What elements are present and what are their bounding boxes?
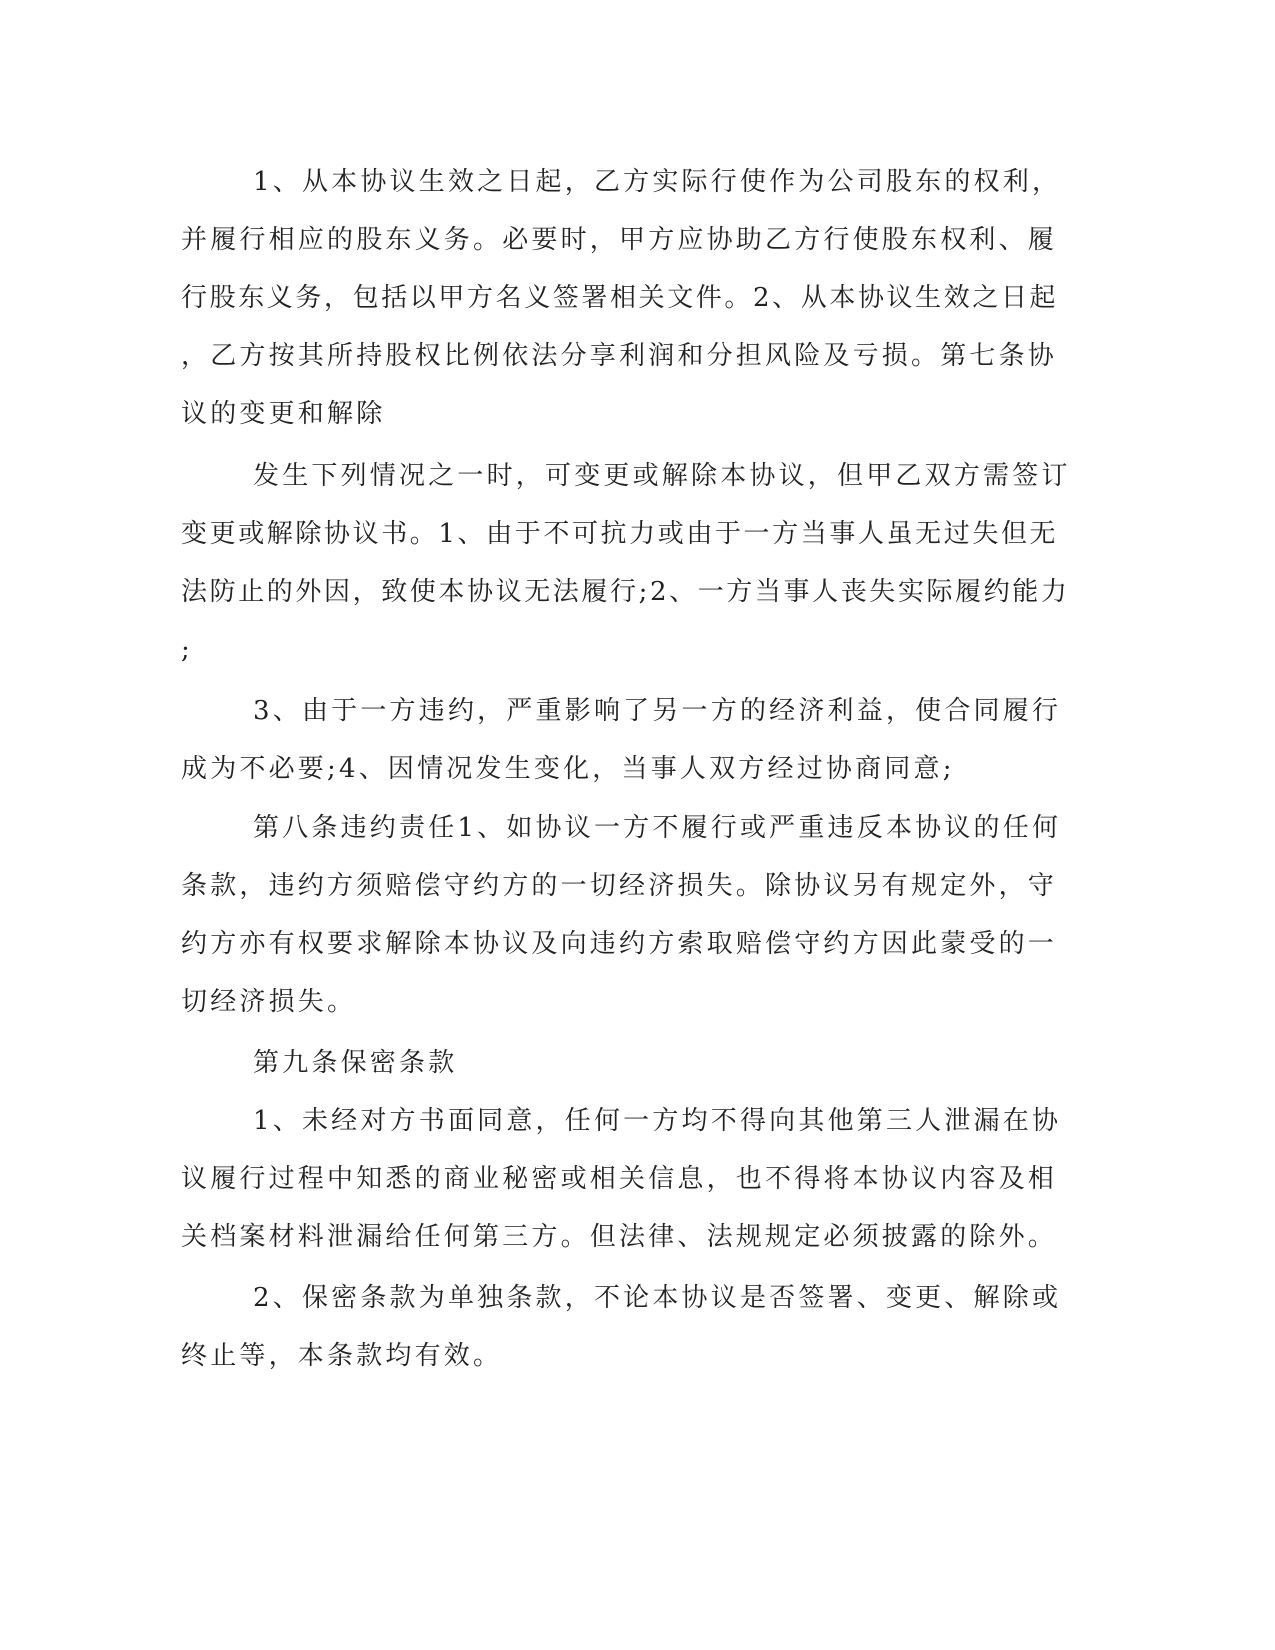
paragraph-line: 终止等，本条款均有效。 [181, 1341, 503, 1371]
paragraph-line: 3、由于一方违约，严重影响了另一方的经济利益，使合同履行 [253, 696, 1062, 726]
paragraph-line: 议的变更和解除 [181, 399, 386, 429]
paragraph-line: 变更或解除协议书。1、由于不可抗力或由于一方当事人虽无过失但无 [181, 519, 1059, 549]
paragraph-line: 法防止的外因，致使本协议无法履行;2、一方当事人丧失实际履约能力 [181, 577, 1070, 607]
paragraph-line: 议履行过程中知悉的商业秘密或相关信息，也不得将本协议内容及相 [181, 1164, 1058, 1194]
paragraph-line: 行股东义务，包括以甲方名义签署相关文件。2、从本协议生效之日起 [181, 283, 1059, 313]
paragraph-line: 1、未经对方书面同意，任何一方均不得向其他第三人泄漏在协 [253, 1106, 1062, 1136]
paragraph-line: 2、保密条款为单独条款，不论本协议是否签署、变更、解除或 [253, 1283, 1062, 1313]
paragraph-line: 1、从本协议生效之日起，乙方实际行使作为公司股东的权利， [253, 167, 1062, 197]
paragraph-line: 第八条违约责任1、如协议一方不履行或严重违反本协议的任何 [253, 813, 1062, 843]
paragraph-line: 关档案材料泄漏给任何第三方。但法律、法规规定必须披露的除外。 [181, 1222, 1058, 1252]
paragraph-line: ，乙方按其所持股权比例依法分享利润和分担风险及亏损。第七条协 [181, 341, 1058, 371]
paragraph-line: 成为不必要;4、因情况发生变化，当事人双方经过协商同意; [181, 754, 955, 784]
paragraph-line: 条款，违约方须赔偿守约方的一切经济损失。除协议另有规定外，守 [181, 871, 1058, 901]
paragraph-line: 并履行相应的股东义务。必要时，甲方应协助乙方行使股东权利、履 [181, 225, 1058, 255]
paragraph-line: 切经济损失。 [181, 987, 357, 1017]
paragraph-line: 发生下列情况之一时，可变更或解除本协议，但甲乙双方需签订 [253, 461, 1071, 491]
paragraph-line: 约方亦有权要求解除本协议及向违约方索取赔偿守约方因此蒙受的一 [181, 929, 1058, 959]
section-heading: 第九条保密条款 [253, 1048, 458, 1078]
paragraph-line: ; [181, 635, 193, 665]
